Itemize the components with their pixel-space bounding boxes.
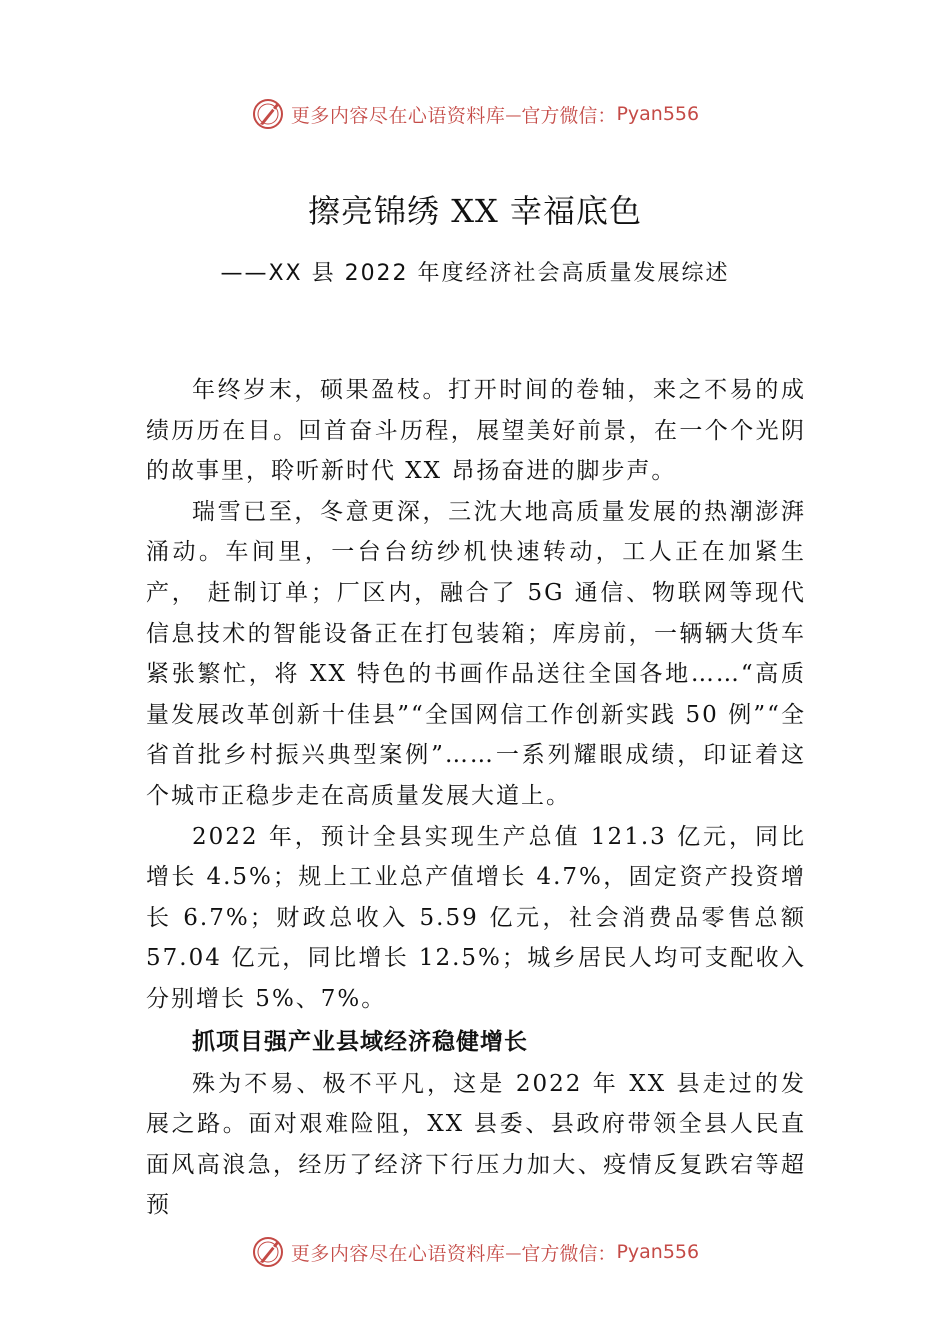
- paragraph-section: 殊为不易、极不平凡，这是 2022 年 XX 县走过的发展之路。面对艰难险阻，XX 县委、县政府带领全县人民直面风高浪急，经历了经济下行压力加大、疫情反复跌宕等超预: [146, 1070, 806, 1219]
- watermark-separator: —: [505, 1242, 522, 1262]
- document-subtitle: ——XX 县 2022 年度经济社会高质量发展综述: [220, 261, 730, 286]
- watermark-site-text: 更多内容尽在心语资料库: [290, 104, 506, 127]
- paragraph-intro: 年终岁末，硕果盈枝。打开时间的卷轴，来之不易的成绩历历在目。回首奋斗历程，展望美好前景，在一个个光阴的故事里，聆听新时代 XX 昂扬奋进的脚步声。: [146, 377, 806, 485]
- watermark-footer: [0, 1232, 950, 1272]
- watermark-wechat-id: Pyan556: [616, 1241, 700, 1263]
- watermark-separator: —: [505, 104, 522, 124]
- watermark-wechat-id: Pyan556: [616, 103, 700, 125]
- watermark-label: 官方微信：: [521, 104, 617, 127]
- section-heading: 抓项目强产业县域经济稳健增长: [192, 1028, 528, 1055]
- watermark-site-text: 更多内容尽在心语资料库: [290, 1242, 506, 1265]
- watermark-label: 官方微信：: [521, 1242, 617, 1265]
- document-title: 擦亮锦绣 XX 幸福底色: [308, 192, 642, 230]
- paragraph-statistics: 2022 年，预计全县实现生产总值 121.3 亿元，同比增长 4.5%；规上工业总产值增长 4.7%，固定资产投资增长 6.7%；财政总收入 5.59 亿元，社会消费品零售总额 57.04 亿元，同比增长 12.5%；城乡居民人均可支配收入分别增长 5%、7%。: [146, 823, 806, 1012]
- document-body: [146, 370, 806, 1226]
- quill-pen-icon: [251, 97, 285, 131]
- paragraph-achievements: 瑞雪已至，冬意更深，三沈大地高质量发展的热潮澎湃涌动。车间里，一台台纺纱机快速转动，工人正在加紧生产， 赶制订单；厂区内，融合了 5G 通信、物联网等现代信息技术的智能设备正在打包装箱；库房前，一辆辆大货车紧张繁忙，将 XX 特色的书画作品送往全国各地……“高质量发展改革创新十佳县”“全国网信工作创新实践 50 例”“全省首批乡村振兴典型案例”……一系列耀眼成绩，印证着这个城市正稳步走在高质量发展大道上。: [146, 498, 806, 809]
- quill-pen-icon: [251, 1235, 285, 1269]
- watermark-header: [0, 94, 950, 134]
